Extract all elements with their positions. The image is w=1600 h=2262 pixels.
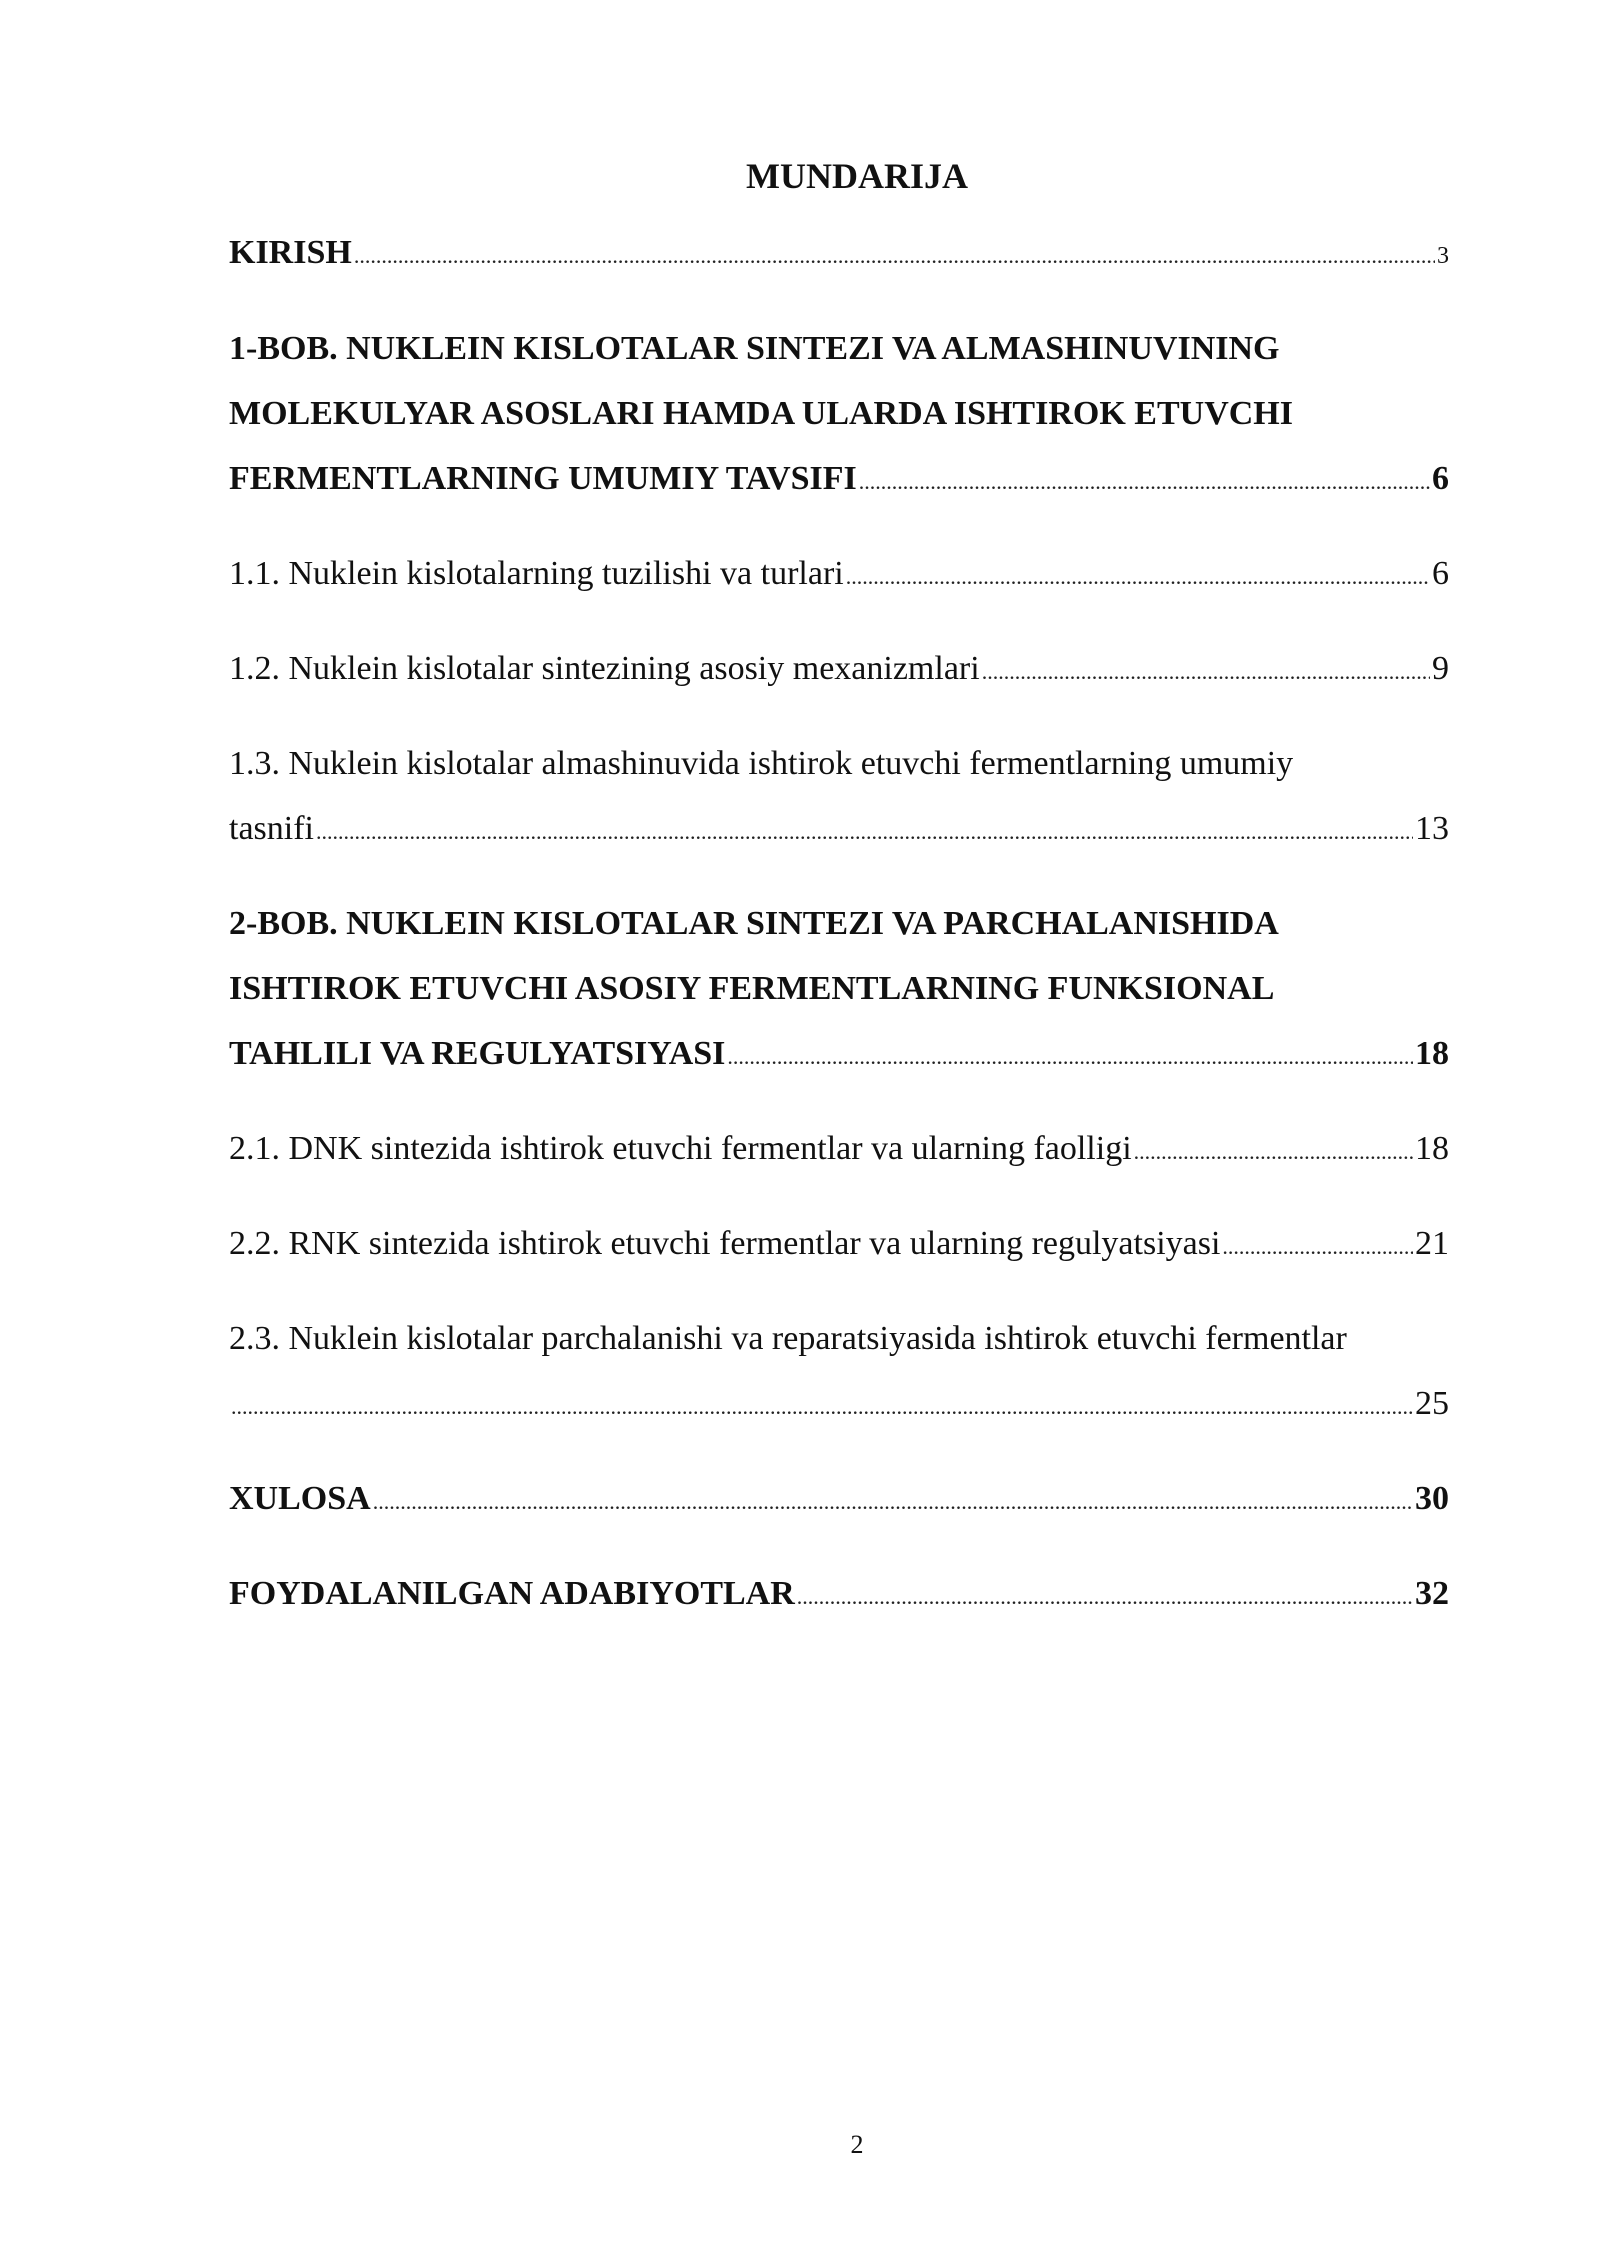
toc-entry-line xyxy=(229,731,1449,796)
toc-page-number: 18 xyxy=(1415,1035,1449,1072)
toc-entry-last-line xyxy=(229,1021,1449,1089)
toc-entry-text: 1.1. Nuklein kislotalarning tuzilishi va turlari xyxy=(229,555,844,592)
toc-entry-last-line xyxy=(229,636,1449,704)
dot-leader xyxy=(354,223,1435,288)
toc-page-number: 21 xyxy=(1415,1225,1449,1262)
toc-entry-text: XULOSA xyxy=(229,1480,371,1517)
toc-entry-text: 2.3. Nuklein kislotalar parchalanishi va reparatsiyasida ishtirok etuvchi fermentlar xyxy=(229,1320,1347,1357)
toc-entry-text: 2.2. RNK sintezida ishtirok etuvchi fermentlar va ularning regulyatsiyasi xyxy=(229,1225,1221,1262)
dot-leader xyxy=(1134,1119,1413,1184)
toc-entry-last-line xyxy=(229,1466,1449,1534)
toc-entry-last-line xyxy=(229,1211,1449,1279)
toc-entry[interactable] xyxy=(229,1306,1449,1439)
toc-entry-text: tasnifi xyxy=(229,810,314,847)
toc-page-number: 18 xyxy=(1415,1130,1449,1167)
toc-entry-last-line xyxy=(229,446,1449,514)
toc-page-number: 6 xyxy=(1432,555,1449,592)
toc-entry[interactable] xyxy=(229,636,1449,704)
dot-leader xyxy=(982,639,1430,704)
page-number: 2 xyxy=(850,2130,864,2159)
toc-page-number: 13 xyxy=(1415,810,1449,847)
toc-page-number: 32 xyxy=(1415,1575,1449,1612)
toc-entry[interactable] xyxy=(229,1561,1449,1629)
toc-entry-text: FOYDALANILGAN ADABIYOTLAR xyxy=(229,1575,795,1612)
toc-entry[interactable] xyxy=(229,1116,1449,1184)
toc-entry-line xyxy=(229,956,1449,1021)
toc-entry-last-line xyxy=(229,796,1449,864)
toc-entry-last-line xyxy=(229,1371,1449,1439)
toc-entry[interactable] xyxy=(229,1466,1449,1534)
toc-entry-last-line xyxy=(229,220,1449,289)
toc-title-text: MUNDARIJA xyxy=(746,156,968,196)
toc-title xyxy=(0,150,1600,202)
dot-leader xyxy=(846,544,1430,609)
toc-page-number: 9 xyxy=(1432,650,1449,687)
toc-entry-line xyxy=(229,381,1449,446)
toc-page-number: 30 xyxy=(1415,1480,1449,1517)
toc-entry-last-line xyxy=(229,1116,1449,1184)
toc-page-number: 3 xyxy=(1437,243,1449,269)
toc-entry[interactable] xyxy=(229,220,1449,289)
toc-entry-text: 1-BOB. NUKLEIN KISLOTALAR SINTEZI VA ALMASHINUVINING xyxy=(229,330,1280,367)
toc-entry-line xyxy=(229,1306,1449,1371)
dot-leader xyxy=(859,449,1430,514)
toc-entry-text: FERMENTLARNING UMUMIY TAVSIFI xyxy=(229,460,857,497)
dot-leader xyxy=(373,1469,1413,1534)
dot-leader xyxy=(316,799,1413,864)
toc-entry-text: MOLEKULYAR ASOSLARI HAMDA ULARDA ISHTIROK ETUVCHI xyxy=(229,395,1293,432)
toc-entry[interactable] xyxy=(229,1211,1449,1279)
toc-entry[interactable] xyxy=(229,731,1449,864)
toc-page-number: 6 xyxy=(1432,460,1449,497)
toc-entry-last-line xyxy=(229,1561,1449,1629)
dot-leader xyxy=(1222,1214,1413,1279)
toc-page-number: 25 xyxy=(1415,1385,1449,1422)
toc-entry[interactable] xyxy=(229,891,1449,1089)
toc-entry[interactable] xyxy=(229,316,1449,514)
toc-entry-text: 2-BOB. NUKLEIN KISLOTALAR SINTEZI VA PARCHALANISHIDA xyxy=(229,905,1279,942)
dot-leader xyxy=(727,1024,1413,1089)
dot-leader xyxy=(231,1374,1413,1439)
toc-entry-text: KIRISH xyxy=(229,234,352,271)
dot-leader xyxy=(797,1564,1413,1629)
toc-entry-last-line xyxy=(229,541,1449,609)
toc-entry-text: 2.1. DNK sintezida ishtirok etuvchi fermentlar va ularning faolligi xyxy=(229,1130,1132,1167)
toc-entry-text: 1.3. Nuklein kislotalar almashinuvida ishtirok etuvchi fermentlarning umumiy xyxy=(229,745,1294,782)
toc-entry-line xyxy=(229,316,1449,381)
toc-entry-text: ISHTIROK ETUVCHI ASOSIY FERMENTLARNING FUNKSIONAL xyxy=(229,970,1275,1007)
toc-entry[interactable] xyxy=(229,541,1449,609)
table-of-contents xyxy=(229,220,1449,1656)
toc-entry-text: 1.2. Nuklein kislotalar sintezining asosiy mexanizmlari xyxy=(229,650,980,687)
toc-entry-line xyxy=(229,891,1449,956)
toc-entry-text: TAHLILI VA REGULYATSIYASI xyxy=(229,1035,726,1072)
